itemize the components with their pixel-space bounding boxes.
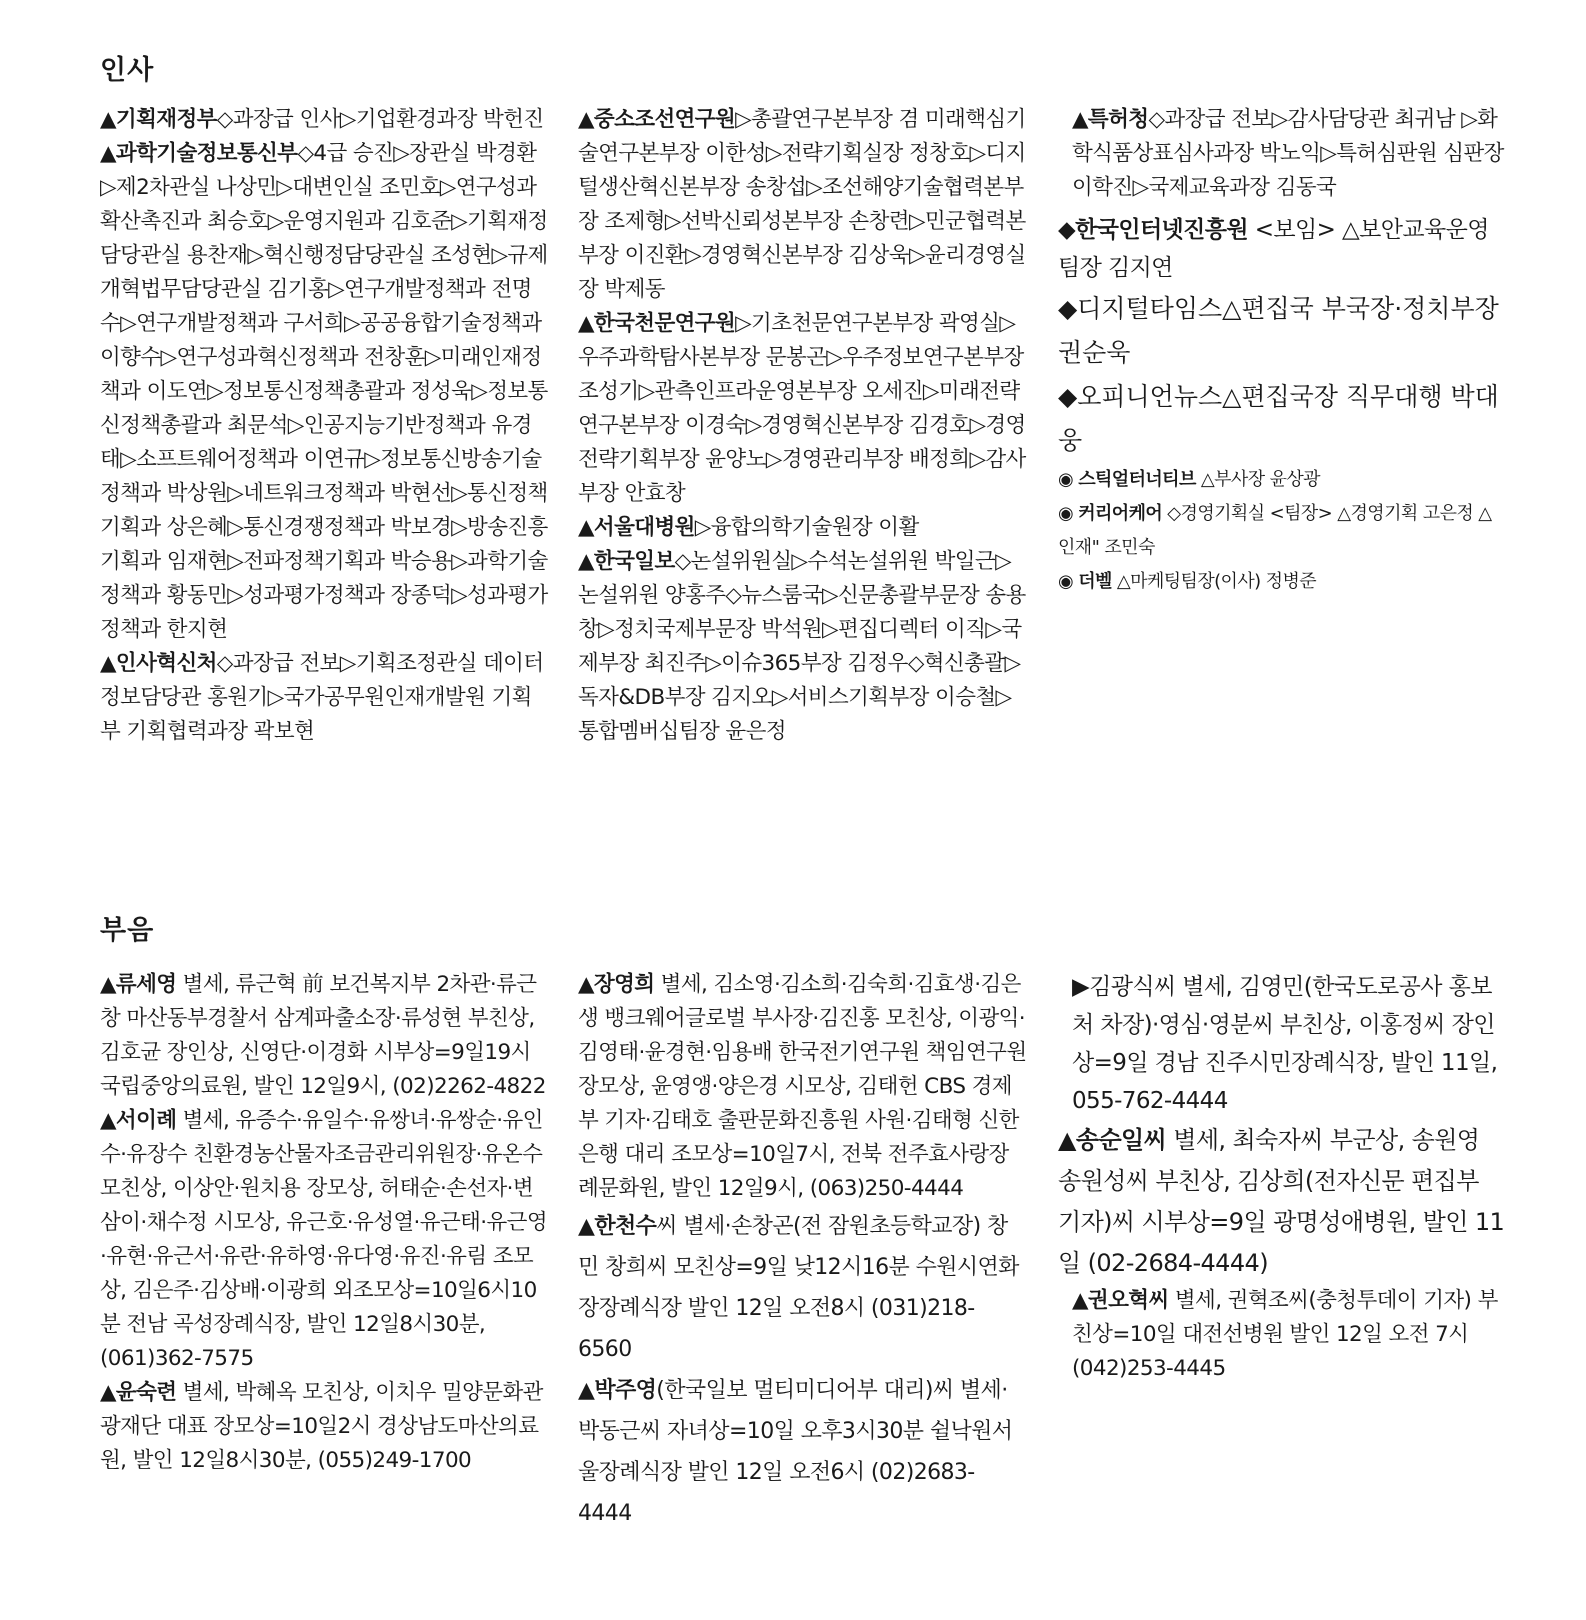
entry-lead: 더벨: [1078, 571, 1112, 592]
list-item: [100, 647, 550, 749]
insa-column-2: [578, 103, 1028, 749]
entry-text: ◇4급 승진▷장관실 박경환▷제2차관실 나상민▷대변인실 조민호▷연구성과확산촉진과 최승호▷운영지원과 김호준▷기획재정담당관실 용찬재▷혁신행정담당관실 조성현▷규제개혁법무담당관실 김기홍▷연구개발정책과 전명수▷연구개발정책과 구서희▷공공융합기술정책과 이향수▷연구성과혁신정책과 전창훈▷미래인재정책과 이도연▷정보통신정책총괄과 정성욱▷정보통신정책총괄과 최문석▷인공지능기반정책과 유경태▷소프트웨어정책과 이연규▷정보통신방송기술정책과 박상원▷네트워크정책과 박현선▷통신정책기획과 상은혜▷통신경쟁정책과 박보경▷방송진흥기획과 임재현▷전파정책기획과 박승용▷과학기술정책과 황동민▷성과평가정책과 장종덕▷성과평가정책과 한지현: [100, 141, 548, 642]
list-item: [1058, 103, 1508, 205]
section-heading-insa: 인사: [100, 55, 155, 86]
list-item: [578, 1370, 1028, 1534]
entry-text: 별세, 박혜옥 모친상, 이치우 밀양문화관광재단 대표 장모상=10일2시 경상남도마산의료원, 발인 12일8시30분, (055)249-1700: [100, 1380, 543, 1473]
list-item: [100, 968, 550, 1104]
list-item: ◆오피니언뉴스△편집국장 직무대행 박대웅: [1058, 382, 1499, 455]
list-item: [1058, 1120, 1508, 1284]
entry-text: 씨 별세·손창곤(전 잠원초등학교장) 창민 창희씨 모친상=9일 낮12시16분 수원시연화장장례식장 발인 12일 오전8시 (031)218-6560: [578, 1214, 1019, 1362]
entry-lead: ▲한국일보: [578, 549, 675, 574]
bullet-icon: ◉: [1058, 503, 1074, 524]
list-item: [578, 103, 1028, 307]
list-item: [578, 511, 1028, 545]
entry-lead: ▲기획재정부: [100, 107, 217, 132]
entry-text: <보임> △보안교육운영팀장 김지연: [1058, 217, 1489, 281]
bullet-icon: ◉: [1058, 469, 1074, 490]
entry-text: ◇논설위원실▷수석논설위원 박일근▷논설위원 양홍주◇뉴스룸국▷신문총괄부문장 송용창▷정치국제부문장 박석원▷편집디렉터 이직▷국제부장 최진주▷이슈365부장 김정우◇혁신총괄▷독자&DB부장 김지오▷서비스기획부장 이승철▷통합멤버십팀장 윤은정: [578, 549, 1026, 744]
insa-column-1: [100, 103, 550, 749]
entry-lead: ▲장영희: [578, 972, 655, 997]
list-item: [1058, 1284, 1508, 1386]
entry-text: ◇과장급 전보▷기획조정관실 데이터정보담당관 홍원기▷국가공무원인재개발원 기획부 기획협력과장 곽보현: [100, 651, 544, 744]
entry-lead: ▲한천수: [578, 1214, 657, 1239]
entry-lead: ▲과학기술정보통신부: [100, 141, 298, 166]
entry-lead: ▲류세영: [100, 972, 177, 997]
entry-text: 별세, 최숙자씨 부군상, 송원영 송원성씨 부친상, 김상희(전자신문 편집부 기자)씨 시부상=9일 광명성애병원, 발인 11일 (02-2684-4444): [1058, 1126, 1505, 1277]
entry-lead: ▲박주영: [578, 1378, 657, 1403]
entry-lead: ▲한국천문연구원: [578, 311, 736, 336]
entry-text: △마케팅팀장(이사) 정병준: [1111, 571, 1317, 592]
entry-lead: 커리어케어: [1078, 503, 1163, 524]
list-item: [578, 545, 1028, 749]
entry-text: ◇경영기획실 <팀장> △경영기획 고은정 △인재" 조민숙: [1058, 503, 1492, 558]
entry-text: (한국일보 멀티미디어부 대리)씨 별세·박동근씨 자녀상=10일 오후3시30분 쉴낙원서울장례식장 발인 12일 오전6시 (02)2683-4444: [578, 1378, 1013, 1526]
list-item: [100, 1376, 550, 1478]
entry-text: 별세, 류근혁 前 보건복지부 2차관·류근창 마산동부경찰서 삼계파출소장·류성현 부친상, 김호균 장인상, 신영단·이경화 시부상=9일19시 국립중앙의료원, 발인 12일9시, (02)2262-4822: [100, 972, 546, 1099]
list-item: [100, 137, 550, 647]
list-item: [1058, 565, 1508, 599]
entry-lead: ▲서울대병원: [578, 515, 695, 540]
entry-text: 별세, 권혁조씨(충청투데이 기자) 부친상=10일 대전선병원 발인 12일 오전 7시 (042)253-4445: [1072, 1288, 1498, 1381]
insa-column-3: [1058, 103, 1508, 599]
list-item: [1058, 497, 1508, 565]
list-item: [1058, 463, 1508, 497]
list-item: [578, 968, 1028, 1206]
entry-lead: ▲윤숙련: [100, 1380, 177, 1405]
entry-lead: 스틱얼터너티브: [1078, 469, 1196, 490]
entry-lead: ▲인사혁신처: [100, 651, 217, 676]
entry-lead: ▲서이례: [100, 1108, 177, 1133]
entry-lead: ▲중소조선연구원: [578, 107, 736, 132]
bueum-column-2: [578, 968, 1028, 1534]
list-item: ◆디지털타임스△편집국 부국장·정치부장 권순욱: [1058, 294, 1499, 367]
list-item: [578, 307, 1028, 511]
entry-lead: ▶김광식씨: [1072, 974, 1176, 1000]
entry-text: 별세, 김영민(한국도로공사 홍보처 차장)·영심·영분씨 부친상, 이홍정씨 장인상=9일 경남 진주시민장례식장, 발인 11일, 055-762-4444: [1072, 974, 1498, 1114]
entry-text: 별세, 유증수·유일수·유쌍녀·유쌍순·유인수·유장수 친환경농산물자조금관리위원장·유온수 모친상, 이상안·원치용 장모상, 허태순·손선자·변삼이·채수정 시모상, 유근호·유성열·유근태·유근영·유현·유근서·유란·유하영·유다영·유진·유림 조모상, 김은주·김상배·이광희 외조모상=10일6시10분 전남 곡성장례식장, 발인 12일8시30분, (061)362-7575: [100, 1108, 548, 1371]
entry-text: ◇과장급 인사▷기업환경과장 박헌진: [216, 107, 544, 132]
entry-lead: ▲특허청: [1072, 107, 1149, 132]
entry-text: ▷기초천문연구본부장 곽영실▷우주과학탐사본부장 문봉곤▷우주정보연구본부장 조성기▷관측인프라운영본부장 오세진▷미래전략연구본부장 이경숙▷경영혁신본부장 김경호▷경영전략기획부장 윤양노▷경영관리부장 배정희▷감사부장 안효창: [578, 311, 1026, 506]
entry-lead: ▲권오혁씨: [1072, 1288, 1169, 1313]
entry-text: 별세, 김소영·김소희·김숙희·김효생·김은생 뱅크웨어글로벌 부사장·김진홍 모친상, 이광익·김영태·윤경현·임용배 한국전기연구원 책임연구원 장모상, 윤영앵·양은경 시모상, 김태헌 CBS 경제부 기자·김태호 출판문화진흥원 사원·김태형 신한은행 대리 조모상=10일7시, 전북 전주효사랑장례문화원, 발인 12일9시, (063)250-4444: [578, 972, 1027, 1201]
entry-text: ◇과장급 전보▷감사담당관 최귀남 ▷화학식품상표심사과장 박노익▷특허심판원 심판장 이학진▷국제교육과장 김동국: [1072, 107, 1504, 200]
list-item: [100, 103, 550, 137]
bueum-column-1: [100, 968, 550, 1478]
bueum-column-3: [1058, 968, 1508, 1386]
list-item: [578, 1206, 1028, 1370]
bullet-icon: ◉: [1058, 571, 1074, 592]
list-item: [1058, 211, 1508, 287]
list-item: [1058, 968, 1508, 1120]
entry-lead: ◆한국인터넷진흥원: [1058, 217, 1249, 243]
section-heading-bueum: 부음: [100, 915, 155, 946]
entry-lead: ▲송순일씨: [1058, 1126, 1167, 1154]
entry-text: ▷총괄연구본부장 겸 미래핵심기술연구본부장 이한성▷전략기획실장 정창호▷디지털생산혁신본부장 송창섭▷조선해양기술협력본부장 조제형▷선박신뢰성본부장 손창련▷민군협력본부장 이진환▷경영혁신본부장 김상욱▷윤리경영실장 박제동: [578, 107, 1026, 302]
entry-text: △부사장 윤상광: [1195, 469, 1320, 490]
list-item: [100, 1104, 550, 1376]
entry-text: ▷융합의학기술원장 이활: [694, 515, 919, 540]
